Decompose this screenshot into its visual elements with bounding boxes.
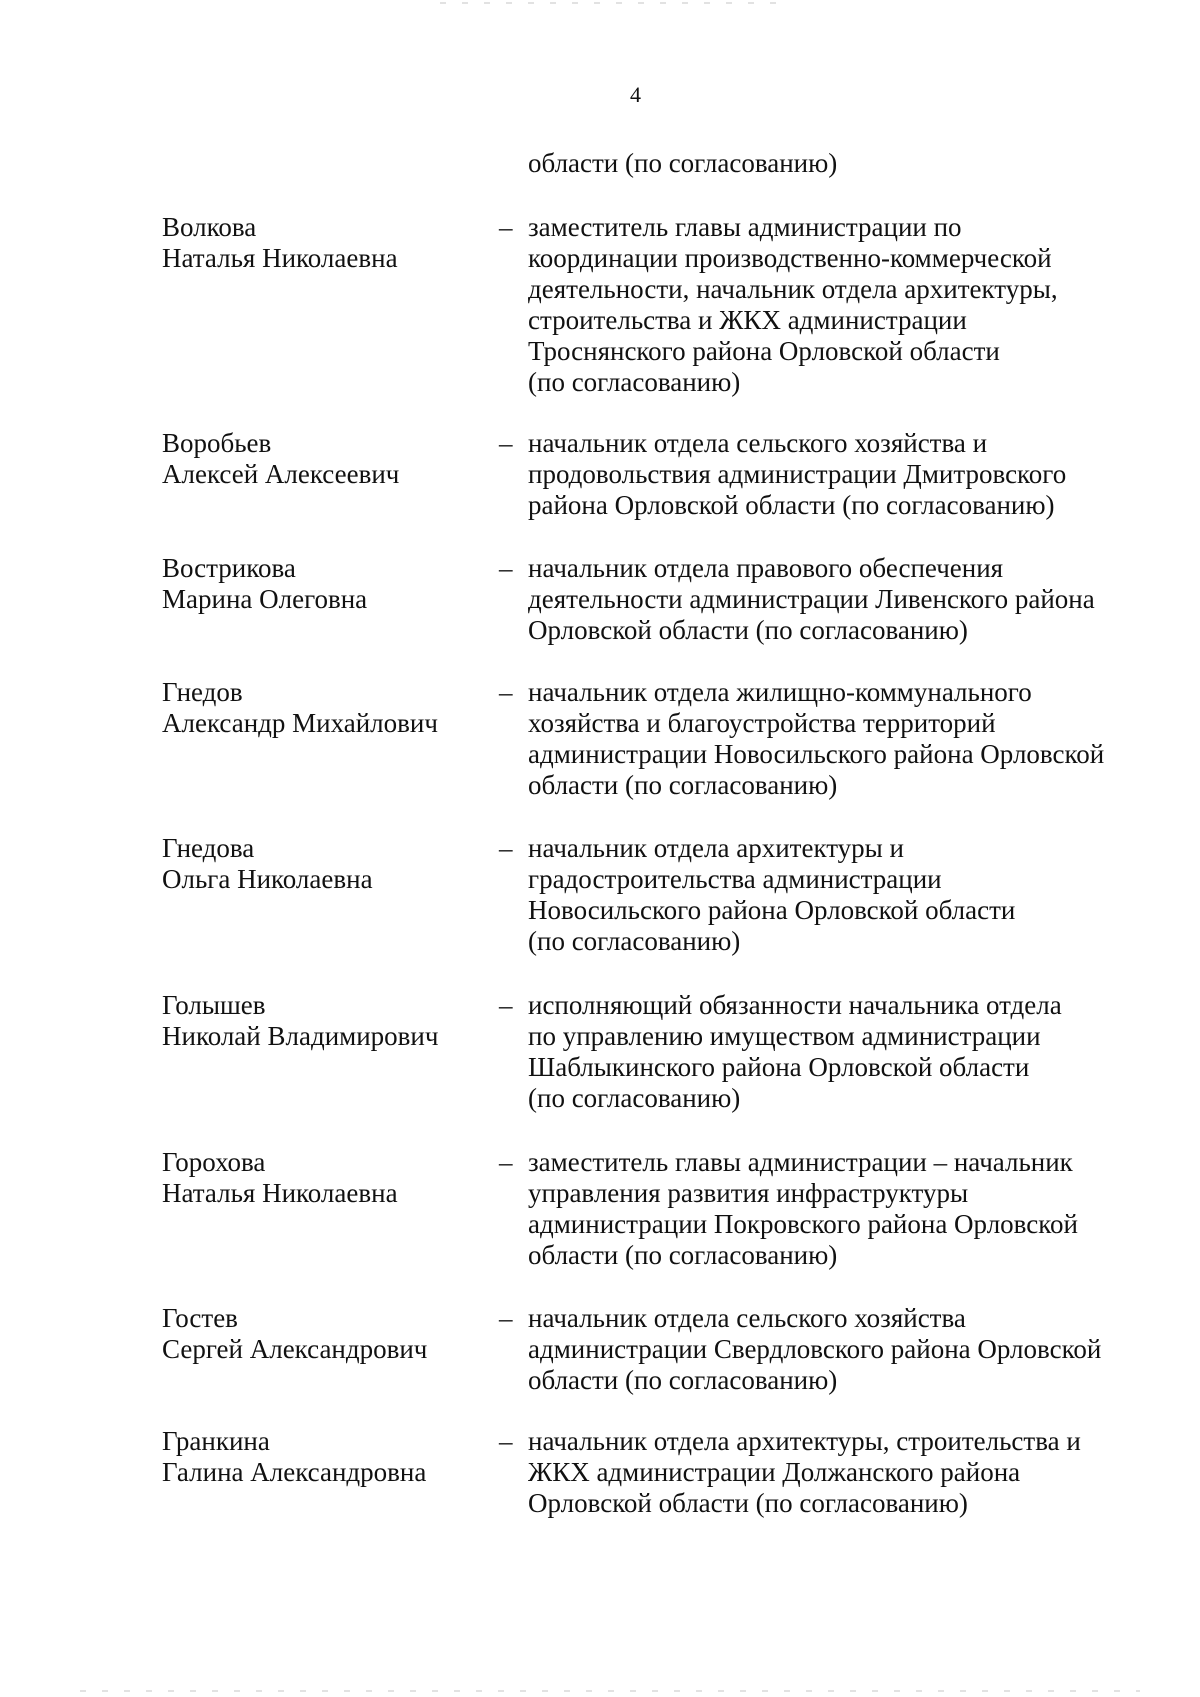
- position-line: Орловской области (по согласованию): [528, 615, 968, 645]
- position-line: координации производственно-коммерческой: [528, 243, 1052, 273]
- member-given-names: Галина Александровна: [162, 1457, 427, 1487]
- member-name: [162, 677, 482, 739]
- member-surname: Волкова: [162, 212, 257, 242]
- page-number: 4: [630, 82, 641, 107]
- position-line: хозяйства и благоустройства территорий: [528, 708, 996, 738]
- member-surname: Гнедова: [162, 833, 255, 863]
- position-line: Троснянского района Орловской области: [528, 336, 1000, 366]
- position-line: начальник отдела сельского хозяйства: [528, 1303, 966, 1333]
- position-line: администрации Новосильского района Орловской: [528, 739, 1105, 769]
- member-given-names: Николай Владимирович: [162, 1021, 439, 1051]
- position-line: заместитель главы администрации – начальник: [528, 1147, 1073, 1177]
- dash-separator: –: [499, 677, 513, 707]
- member-surname: Вострикова: [162, 553, 296, 583]
- position-line: района Орловской области (по согласованию): [528, 490, 1055, 520]
- member-name: [162, 1147, 482, 1209]
- position-line: деятельности администрации Ливенского района: [528, 584, 1095, 614]
- member-given-names: Наталья Николаевна: [162, 243, 398, 273]
- dash-separator: –: [499, 1426, 513, 1456]
- dash-separator: –: [499, 990, 513, 1020]
- member-name: [162, 990, 482, 1052]
- position-line: по управлению имуществом администрации: [528, 1021, 1041, 1051]
- member-given-names: Алексей Алексеевич: [162, 459, 400, 489]
- position-line: деятельности, начальник отдела архитектуры,: [528, 274, 1058, 304]
- continuation-line: области (по согласованию): [528, 148, 838, 178]
- position-line: области (по согласованию): [528, 770, 838, 800]
- position-line: Орловской области (по согласованию): [528, 1488, 968, 1518]
- member-given-names: Александр Михайлович: [162, 708, 438, 738]
- position-line: начальник отдела сельского хозяйства и: [528, 428, 988, 458]
- position-line: администрации Свердловского района Орловской: [528, 1334, 1102, 1364]
- position-line: Новосильского района Орловской области: [528, 895, 1016, 925]
- member-name: [162, 1426, 482, 1488]
- member-name: [162, 833, 482, 895]
- position-line: области (по согласованию): [528, 1240, 838, 1270]
- dash-separator: –: [499, 428, 513, 458]
- member-surname: Гранкина: [162, 1426, 270, 1456]
- member-surname: Горохова: [162, 1147, 266, 1177]
- position-line: администрации Покровского района Орловской: [528, 1209, 1078, 1239]
- position-line: ЖКХ администрации Должанского района: [528, 1457, 1021, 1487]
- dash-separator: –: [499, 833, 513, 863]
- dash-separator: –: [499, 1147, 513, 1177]
- member-surname: Воробьев: [162, 428, 272, 458]
- member-position: [528, 553, 1128, 646]
- member-position: [528, 990, 1128, 1114]
- position-line: исполняющий обязанности начальника отдела: [528, 990, 1062, 1020]
- dash-separator: –: [499, 212, 513, 242]
- dash-separator: –: [499, 1303, 513, 1333]
- scan-artifact-bottom: [80, 1690, 1140, 1692]
- member-position: [528, 833, 1128, 957]
- position-line: заместитель главы администрации по: [528, 212, 962, 242]
- position-line: (по согласованию): [528, 367, 741, 397]
- member-position: [528, 212, 1128, 398]
- member-position: [528, 1303, 1128, 1396]
- position-line: Шаблыкинского района Орловской области: [528, 1052, 1030, 1082]
- position-line: области (по согласованию): [528, 1365, 838, 1395]
- position-line: строительства и ЖКХ администрации: [528, 305, 967, 335]
- position-line: продовольствия администрации Дмитровского: [528, 459, 1067, 489]
- position-line: градостроительства администрации: [528, 864, 942, 894]
- position-line: начальник отдела архитектуры и: [528, 833, 904, 863]
- member-surname: Гостев: [162, 1303, 238, 1333]
- scan-artifact-top: [440, 2, 780, 4]
- member-position: [528, 677, 1128, 801]
- member-position: [528, 428, 1128, 521]
- dash-separator: –: [499, 553, 513, 583]
- member-name: [162, 212, 482, 274]
- position-line: начальник отдела жилищно-коммунального: [528, 677, 1032, 707]
- member-name: [162, 553, 482, 615]
- member-position: [528, 1426, 1128, 1519]
- member-given-names: Ольга Николаевна: [162, 864, 373, 894]
- position-line: начальник отдела правового обеспечения: [528, 553, 1004, 583]
- member-name: [162, 428, 482, 490]
- position-line: управления развития инфраструктуры: [528, 1178, 969, 1208]
- position-line: (по согласованию): [528, 926, 741, 956]
- member-surname: Гнедов: [162, 677, 243, 707]
- member-given-names: Наталья Николаевна: [162, 1178, 398, 1208]
- member-given-names: Сергей Александрович: [162, 1334, 428, 1364]
- member-given-names: Марина Олеговна: [162, 584, 368, 614]
- member-surname: Голышев: [162, 990, 266, 1020]
- member-name: [162, 1303, 482, 1365]
- member-position: [528, 1147, 1128, 1271]
- position-line: (по согласованию): [528, 1083, 741, 1113]
- position-line: начальник отдела архитектуры, строительства и: [528, 1426, 1081, 1456]
